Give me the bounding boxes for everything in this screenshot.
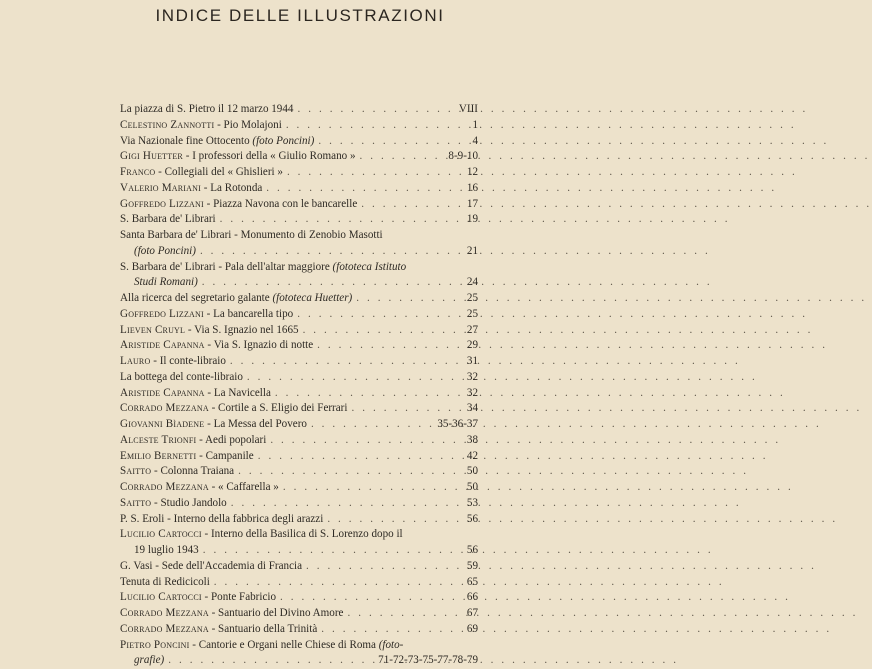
entry-page-number: 34 (464, 401, 478, 417)
index-entry (120, 512, 478, 528)
entry-page-number: 35-36-37 (434, 417, 478, 433)
entry-title: - Colonna Traiana (151, 465, 234, 477)
leader-dots (323, 512, 464, 528)
entry-line (120, 338, 478, 354)
entry-page-number: 8-9-10 (445, 149, 478, 165)
entry-title: - Collegiali del « Ghislieri » (155, 166, 283, 178)
entry-line (120, 606, 478, 622)
entry-page-number: 17 (464, 197, 478, 213)
entry-page-number: 50 (464, 464, 478, 480)
entry-text (120, 464, 234, 480)
entry-continuation-line (120, 653, 478, 669)
entry-line (120, 323, 478, 339)
entry-title: - Santuario della Trinità (209, 623, 317, 635)
entry-title: S. Barbara de' Librari (120, 213, 216, 225)
entry-text (120, 260, 406, 276)
entry-line (120, 197, 478, 213)
entry-page-number: 16 (464, 181, 478, 197)
index-entry (120, 417, 478, 433)
entry-continuation-line (120, 275, 478, 291)
entry-page-number: 1 (469, 118, 478, 134)
entry-page-number: 31 (464, 354, 478, 370)
leader-dots (276, 590, 464, 606)
entry-credit-continued: Studi Romani) (134, 276, 198, 288)
entry-credit: (fototeca Huetter) (272, 292, 352, 304)
entry-line (120, 575, 478, 591)
entry-text (120, 417, 307, 433)
entry-text (120, 354, 226, 370)
entry-title: - Campanile (196, 450, 253, 462)
entry-author: Corrado Mezzana (120, 623, 209, 635)
index-entry (120, 181, 478, 197)
entry-text (120, 386, 271, 402)
leader-dots (234, 464, 464, 480)
entry-text (120, 449, 254, 465)
leader-dots (317, 622, 464, 638)
entry-title: - Via S. Ignazio di notte (205, 339, 314, 351)
leader-dots (282, 118, 470, 134)
entry-credit: (foto- (379, 639, 404, 651)
entry-title: - La Rotonda (201, 182, 262, 194)
entry-author: Aristide Capanna (120, 339, 205, 351)
index-entry (120, 590, 478, 606)
entry-line (120, 496, 478, 512)
entry-continuation-line (120, 244, 478, 260)
entry-text (120, 480, 279, 496)
entry-title: - Santuario del Divino Amore (209, 607, 344, 619)
entry-line (120, 118, 478, 134)
entry-title: - Pio Molajoni (214, 119, 282, 131)
entry-line (120, 260, 478, 276)
index-entry (120, 260, 478, 292)
entry-text (120, 622, 317, 638)
index-entry (120, 323, 478, 339)
leader-dots (227, 496, 464, 512)
entry-line (120, 386, 478, 402)
entry-line (120, 527, 478, 543)
page-title: INDICE DELLE ILLUSTRAZIONI (0, 6, 600, 26)
index-entry (120, 480, 478, 496)
leader-dots (199, 543, 464, 559)
entry-text (120, 102, 293, 118)
leader-dots (279, 480, 464, 496)
leader-dots (271, 386, 464, 402)
entry-author: Lucilio Cartocci (120, 528, 202, 540)
index-entry (120, 338, 478, 354)
index-entry (120, 401, 478, 417)
entry-title: Alla ricerca del segretario galante (120, 292, 272, 304)
entry-title: - Cortile a S. Eligio dei Ferrari (209, 402, 348, 414)
entry-text (120, 323, 299, 339)
leader-dots (266, 433, 464, 449)
entry-page-number: 38 (464, 433, 478, 449)
entry-title: - Piazza Navona con le bancarelle (204, 198, 357, 210)
entry-page-number: 42 (464, 449, 478, 465)
entry-author: Saitto (120, 465, 151, 477)
entry-title: - Aedi popolari (196, 434, 266, 446)
entry-title: - Studio Jandolo (151, 497, 227, 509)
index-entry (120, 118, 478, 134)
entry-author: Corrado Mezzana (120, 481, 209, 493)
index-entry (120, 291, 478, 307)
index-entry (120, 622, 478, 638)
index-entry (120, 464, 478, 480)
entry-line (120, 134, 478, 150)
entry-page-number: 29 (464, 338, 478, 354)
entry-text (120, 433, 266, 449)
leader-dots (164, 653, 375, 669)
entry-credit-continued: grafie) (134, 654, 164, 666)
entry-title: - « Caffarella » (209, 481, 279, 493)
entry-title: - Interno della Basilica di S. Lorenzo dopo il (202, 528, 403, 540)
leader-dots (347, 401, 463, 417)
entry-title: Via Nazionale fine Ottocento (120, 135, 252, 147)
index-entry (120, 197, 478, 213)
leader-dots (196, 244, 464, 260)
index-entry (120, 433, 478, 449)
entry-page-number: 65 (464, 575, 478, 591)
entry-text (120, 370, 243, 386)
entry-text-continued (134, 275, 198, 291)
leader-dots (299, 323, 464, 339)
entry-line (120, 512, 478, 528)
leader-dots (356, 149, 446, 165)
entry-line (120, 464, 478, 480)
entry-page-number: 25 (464, 307, 478, 323)
entry-page-number: 12 (464, 165, 478, 181)
illustration-index-list (120, 102, 478, 669)
leader-dots (243, 370, 464, 386)
leader-dots (313, 338, 464, 354)
index-entry (120, 386, 478, 402)
entry-author: Celestino Zannotti (120, 119, 214, 131)
entry-title: - Ponte Fabricio (202, 591, 276, 603)
entry-title: - I professori della « Giulio Romano » (183, 150, 356, 162)
entry-text (120, 401, 347, 417)
leader-dots (283, 165, 464, 181)
entry-page-number: 59 (464, 559, 478, 575)
index-entry (120, 134, 478, 150)
entry-text (120, 307, 293, 323)
index-entry (120, 370, 478, 386)
index-entry (120, 575, 478, 591)
leader-dots (226, 354, 464, 370)
entry-page-number: 32 (464, 370, 478, 386)
leader-dots (293, 307, 464, 323)
entry-author: Corrado Mezzana (120, 607, 209, 619)
entry-page-number: 56 (464, 512, 478, 528)
entry-line (120, 102, 478, 118)
index-entry (120, 638, 478, 669)
index-entry (120, 606, 478, 622)
entry-line (120, 417, 478, 433)
entry-text-continued (134, 244, 196, 260)
leader-dots (302, 559, 464, 575)
entry-text (120, 181, 262, 197)
entry-title: - Il conte-libraio (150, 355, 225, 367)
leader-dots (198, 275, 464, 291)
entry-text (120, 118, 282, 134)
index-entry (120, 496, 478, 512)
entry-text (120, 590, 276, 606)
entry-author: Lucilio Cartocci (120, 591, 202, 603)
leader-dots (210, 575, 464, 591)
entry-title: S. Barbara de' Librari - Pala dell'altar maggiore (120, 261, 333, 273)
entry-line (120, 433, 478, 449)
entry-title: - Cantorie e Organi nelle Chiese di Roma (189, 639, 378, 651)
entry-credit: (foto Poncini) (252, 135, 314, 147)
entry-line (120, 590, 478, 606)
entry-page-number: 4 (469, 134, 478, 150)
entry-page-number: 19 (464, 212, 478, 228)
leader-dots (293, 102, 455, 118)
entry-author: Valerio Mariani (120, 182, 201, 194)
entry-text (120, 134, 314, 150)
entry-text-continued (134, 653, 164, 669)
entry-author: Goffredo Lizzani (120, 308, 204, 320)
entry-title: Santa Barbara de' Librari - Monumento di Zenobio Masotti (120, 229, 383, 241)
entry-page-number: 69 (464, 622, 478, 638)
entry-text (120, 638, 403, 654)
index-entry (120, 354, 478, 370)
entry-author: Lauro (120, 355, 150, 367)
entry-page-number: 71-72-73-75-77-78-79 (375, 653, 478, 669)
entry-line (120, 212, 478, 228)
entry-text (120, 559, 302, 575)
entry-credit-continued: (foto Poncini) (134, 245, 196, 257)
entry-text (120, 575, 210, 591)
entry-title: - Via S. Ignazio nel 1665 (185, 324, 298, 336)
entry-line (120, 449, 478, 465)
entry-title: P. S. Eroli - Interno della fabbrica degli arazzi (120, 513, 323, 525)
entry-author: Aristide Capanna (120, 387, 205, 399)
entry-continuation-line (120, 543, 478, 559)
leader-dots (216, 212, 464, 228)
entry-text (120, 228, 383, 244)
entry-author: Goffredo Lizzani (120, 198, 204, 210)
entry-text (120, 291, 352, 307)
entry-title-continued: 19 luglio 1943 (134, 544, 199, 556)
index-entry (120, 149, 478, 165)
leader-dots (262, 181, 464, 197)
entry-title: Tenuta di Redicicoli (120, 576, 210, 588)
entry-title: - La Messa del Povero (204, 418, 307, 430)
entry-page-number: 25 (464, 291, 478, 307)
entry-page-number: 56 (464, 543, 478, 559)
leader-dots (352, 291, 464, 307)
leader-dots (307, 417, 434, 433)
leader-dots (254, 449, 464, 465)
entry-line (120, 622, 478, 638)
entry-line (120, 401, 478, 417)
entry-line (120, 291, 478, 307)
entry-author: Gigi Huetter (120, 150, 183, 162)
entry-page-number: 67 (464, 606, 478, 622)
entry-page-number: 32 (464, 386, 478, 402)
entry-line (120, 165, 478, 181)
entry-author: Alceste Trionfi (120, 434, 196, 446)
entry-author: Lieven Cruyl (120, 324, 185, 336)
entry-page-number: 50 (464, 480, 478, 496)
entry-line (120, 354, 478, 370)
leader-dots (357, 197, 464, 213)
entry-author: Saitto (120, 497, 151, 509)
entry-author: Corrado Mezzana (120, 402, 209, 414)
entry-author: Franco (120, 166, 155, 178)
entry-page-number: 24 (464, 275, 478, 291)
entry-text (120, 606, 343, 622)
index-entry (120, 165, 478, 181)
entry-line (120, 149, 478, 165)
entry-text-continued (134, 543, 199, 559)
entry-text (120, 512, 323, 528)
entry-page-number: 53 (464, 496, 478, 512)
entry-text (120, 212, 216, 228)
entry-line (120, 181, 478, 197)
entry-author: Giovanni Bìadene (120, 418, 204, 430)
leader-dots (314, 134, 469, 150)
entry-line (120, 370, 478, 386)
entry-credit: (fototeca Istituto (333, 261, 407, 273)
index-entry (120, 228, 478, 260)
index-entry (120, 559, 478, 575)
entry-text (120, 496, 227, 512)
entry-line (120, 559, 478, 575)
entry-line (120, 480, 478, 496)
entry-page-number: 66 (464, 590, 478, 606)
index-entry (120, 449, 478, 465)
index-entry (120, 527, 478, 559)
entry-line (120, 228, 478, 244)
entry-title: - La Navicella (205, 387, 271, 399)
entry-title: La piazza di S. Pietro il 12 marzo 1944 (120, 103, 293, 115)
index-entry (120, 212, 478, 228)
entry-author: Pietro Poncini (120, 639, 189, 651)
entry-title: G. Vasi - Sede dell'Accademia di Francia (120, 560, 302, 572)
entry-page-number: VIII (456, 102, 478, 118)
entry-page-number: 27 (464, 323, 478, 339)
entry-page-number: 21 (464, 244, 478, 260)
index-entry (120, 307, 478, 323)
entry-title: La bottega del conte-libraio (120, 371, 243, 383)
entry-text (120, 338, 313, 354)
entry-text (120, 527, 403, 543)
index-entry (120, 102, 478, 118)
entry-line (120, 307, 478, 323)
entry-title: - La bancarella tipo (204, 308, 293, 320)
entry-text (120, 165, 283, 181)
entry-author: Emilio Bernetti (120, 450, 196, 462)
entry-line (120, 638, 478, 654)
entry-text (120, 197, 357, 213)
entry-text (120, 149, 356, 165)
leader-dots (343, 606, 463, 622)
